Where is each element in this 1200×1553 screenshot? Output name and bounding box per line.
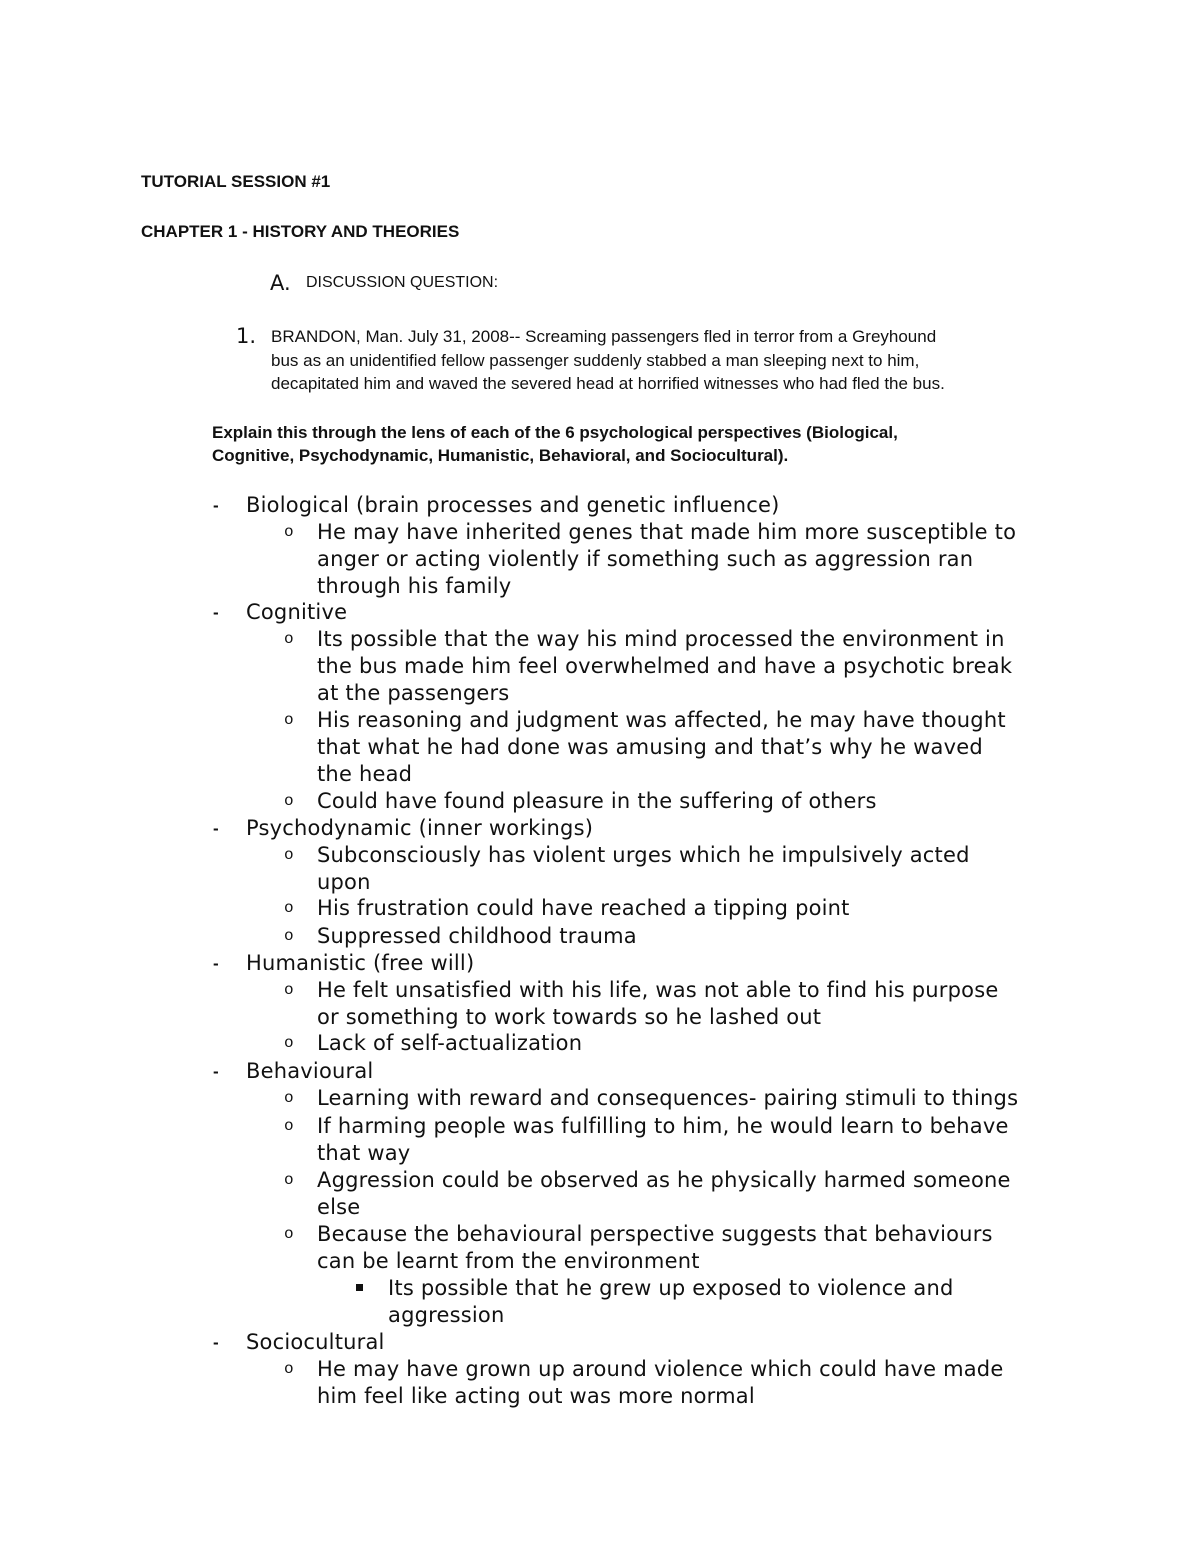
prompt-line: Explain this through the lens of each of the 6 psychological perspectives (Biological, <box>212 423 898 442</box>
point-line: him feel like acting out was more normal <box>317 1384 755 1408</box>
point-line: Its possible that the way his mind processed the environment in <box>317 627 1005 651</box>
prompt-line: Cognitive, Psychodynamic, Humanistic, Behavioral, and Sociocultural). <box>212 446 789 465</box>
o-bullet: o <box>284 1171 294 1189</box>
point-line: Subconsciously has violent urges which he impulsively acted <box>317 843 970 867</box>
point-line: His reasoning and judgment was affected, he may have thought <box>317 708 1006 732</box>
dash-bullet: - <box>213 819 219 838</box>
point-line: He may have inherited genes that made him more susceptible to <box>317 520 1017 544</box>
o-bullet: o <box>284 981 294 999</box>
point-line: Learning with reward and consequences- pairing stimuli to things <box>317 1086 1019 1110</box>
point-line: He may have grown up around violence which could have made <box>317 1357 1004 1381</box>
point-line: can be learnt from the environment <box>317 1249 700 1273</box>
point-line: anger or acting violently if something such as aggression ran <box>317 547 974 571</box>
o-bullet: o <box>284 630 294 648</box>
o-bullet: o <box>284 1360 294 1378</box>
section-marker: A. <box>270 271 291 295</box>
point-line: else <box>317 1195 361 1219</box>
o-bullet: o <box>284 792 294 810</box>
perspective-heading-cognitive: Cognitive <box>246 600 348 624</box>
point-line: His frustration could have reached a tipping point <box>317 896 850 920</box>
point-line: If harming people was fulfilling to him, he would learn to behave <box>317 1114 1009 1138</box>
subpoint-line: Its possible that he grew up exposed to violence and <box>388 1276 954 1300</box>
perspective-heading-humanistic: Humanistic (free will) <box>246 951 475 975</box>
o-bullet: o <box>284 1225 294 1243</box>
subpoint-line: aggression <box>388 1303 505 1327</box>
point-line: upon <box>317 870 371 894</box>
perspective-heading-psychodynamic: Psychodynamic (inner workings) <box>246 816 594 840</box>
o-bullet: o <box>284 1089 294 1107</box>
perspective-heading-sociocultural: Sociocultural <box>246 1330 385 1354</box>
point-line: that what he had done was amusing and that’s why he waved <box>317 735 983 759</box>
dash-bullet: - <box>213 954 219 973</box>
question-line: bus as an unidentified fellow passenger suddenly stabbed a man sleeping next to him, <box>271 351 920 370</box>
o-bullet: o <box>284 927 294 945</box>
perspective-heading-behavioural: Behavioural <box>246 1059 374 1083</box>
o-bullet: o <box>284 846 294 864</box>
point-line: the head <box>317 762 413 786</box>
point-line: Aggression could be observed as he physically harmed someone <box>317 1168 1011 1192</box>
o-bullet: o <box>284 711 294 729</box>
o-bullet: o <box>284 1117 294 1135</box>
dash-bullet: - <box>213 603 219 622</box>
point-line: He felt unsatisfied with his life, was not able to find his purpose <box>317 978 999 1002</box>
dash-bullet: - <box>213 496 219 515</box>
dash-bullet: - <box>213 1062 219 1081</box>
point-line: that way <box>317 1141 411 1165</box>
dash-bullet: - <box>213 1333 219 1352</box>
o-bullet: o <box>284 899 294 917</box>
o-bullet: o <box>284 523 294 541</box>
question-line: decapitated him and waved the severed head at horrified witnesses who had fled the bus. <box>271 374 945 393</box>
point-line: Lack of self-actualization <box>317 1031 583 1055</box>
point-line: or something to work towards so he lashed out <box>317 1005 822 1029</box>
point-line: the bus made him feel overwhelmed and have a psychotic break <box>317 654 1013 678</box>
point-line: through his family <box>317 574 512 598</box>
section-label: DISCUSSION QUESTION: <box>306 274 499 291</box>
chapter-heading: CHAPTER 1 - HISTORY AND THEORIES <box>141 222 460 241</box>
question-line: BRANDON, Man. July 31, 2008-- Screaming passengers fled in terror from a Greyhound <box>271 327 937 346</box>
perspective-heading-biological: Biological (brain processes and genetic influence) <box>246 493 780 517</box>
point-line: Could have found pleasure in the suffering of others <box>317 789 877 813</box>
point-line: Because the behavioural perspective suggests that behaviours <box>317 1222 993 1246</box>
point-line: at the passengers <box>317 681 510 705</box>
point-line: Suppressed childhood trauma <box>317 924 637 948</box>
document-title: TUTORIAL SESSION #1 <box>141 172 331 191</box>
o-bullet: o <box>284 1034 294 1052</box>
question-number: 1. <box>236 324 257 348</box>
square-bullet-icon <box>356 1284 363 1291</box>
